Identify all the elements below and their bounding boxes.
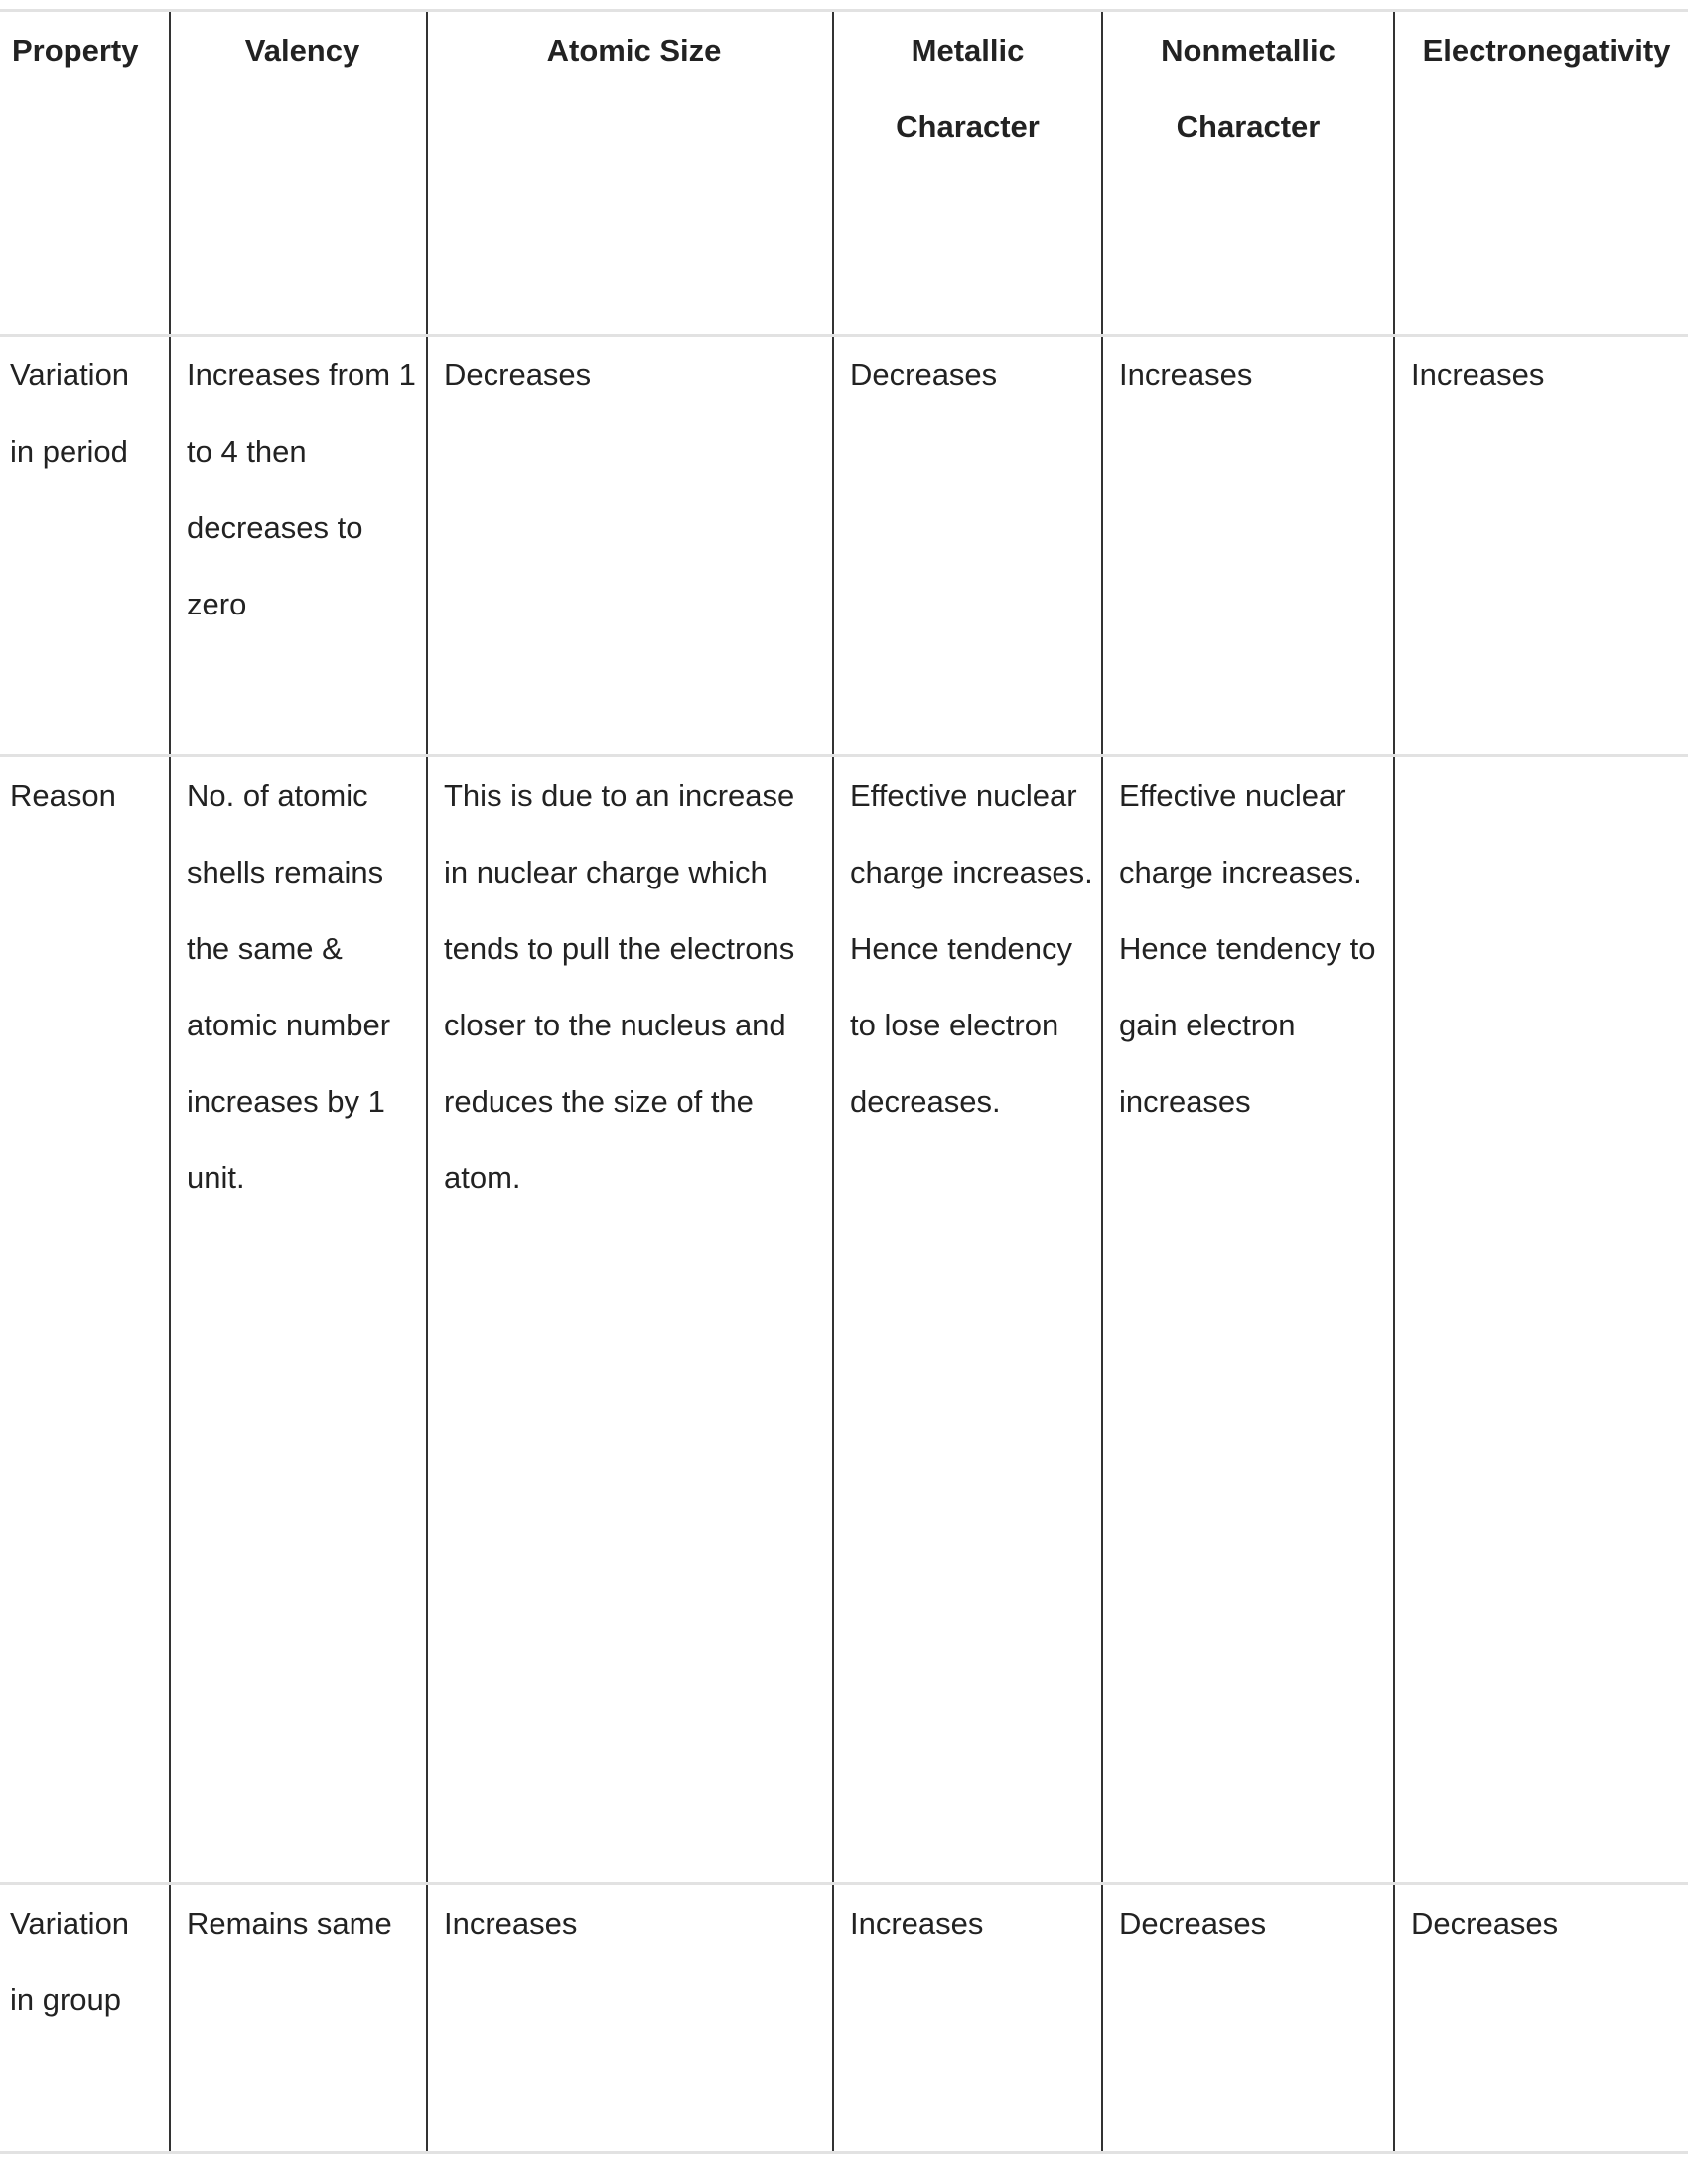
periodic-properties-table (0, 9, 1688, 2154)
cell: Increases from 1 to 4 then decreases to zero (170, 336, 427, 756)
header-metallic-character: Metallic Character (833, 11, 1102, 336)
cell: Reason (0, 756, 170, 1884)
table-row (0, 1884, 1688, 2153)
cell: No. of atomic shells remains the same & atomic number increases by 1 unit. (170, 756, 427, 1884)
cell: Increases (1394, 336, 1688, 756)
header-atomic-size: Atomic Size (427, 11, 833, 336)
cell: Effective nuclear charge increases. Hence tendency to lose electron decreases. (833, 756, 1102, 1884)
cell: Increases (427, 1884, 833, 2153)
cell: Decreases (1102, 1884, 1394, 2153)
cell: Variation in period (0, 336, 170, 756)
cell: Variation in group (0, 1884, 170, 2153)
cell: Decreases (833, 336, 1102, 756)
cell: Increases (833, 1884, 1102, 2153)
header-row (0, 11, 1688, 336)
header-electronegativity: Electronegativity (1394, 11, 1688, 336)
header-nonmetallic-character: Nonmetallic Character (1102, 11, 1394, 336)
table-row (0, 756, 1688, 1884)
table-row (0, 336, 1688, 756)
cell: Effective nuclear charge increases. Hence tendency to gain electron increases (1102, 756, 1394, 1884)
header-valency: Valency (170, 11, 427, 336)
cell: Increases (1102, 336, 1394, 756)
cell (1394, 756, 1688, 1884)
header-property: Property (0, 11, 170, 336)
cell: Decreases (427, 336, 833, 756)
cell: Decreases (1394, 1884, 1688, 2153)
cell: Remains same (170, 1884, 427, 2153)
cell: This is due to an increase in nuclear charge which tends to pull the electrons closer to the nucleus and reduces the size of the atom. (427, 756, 833, 1884)
